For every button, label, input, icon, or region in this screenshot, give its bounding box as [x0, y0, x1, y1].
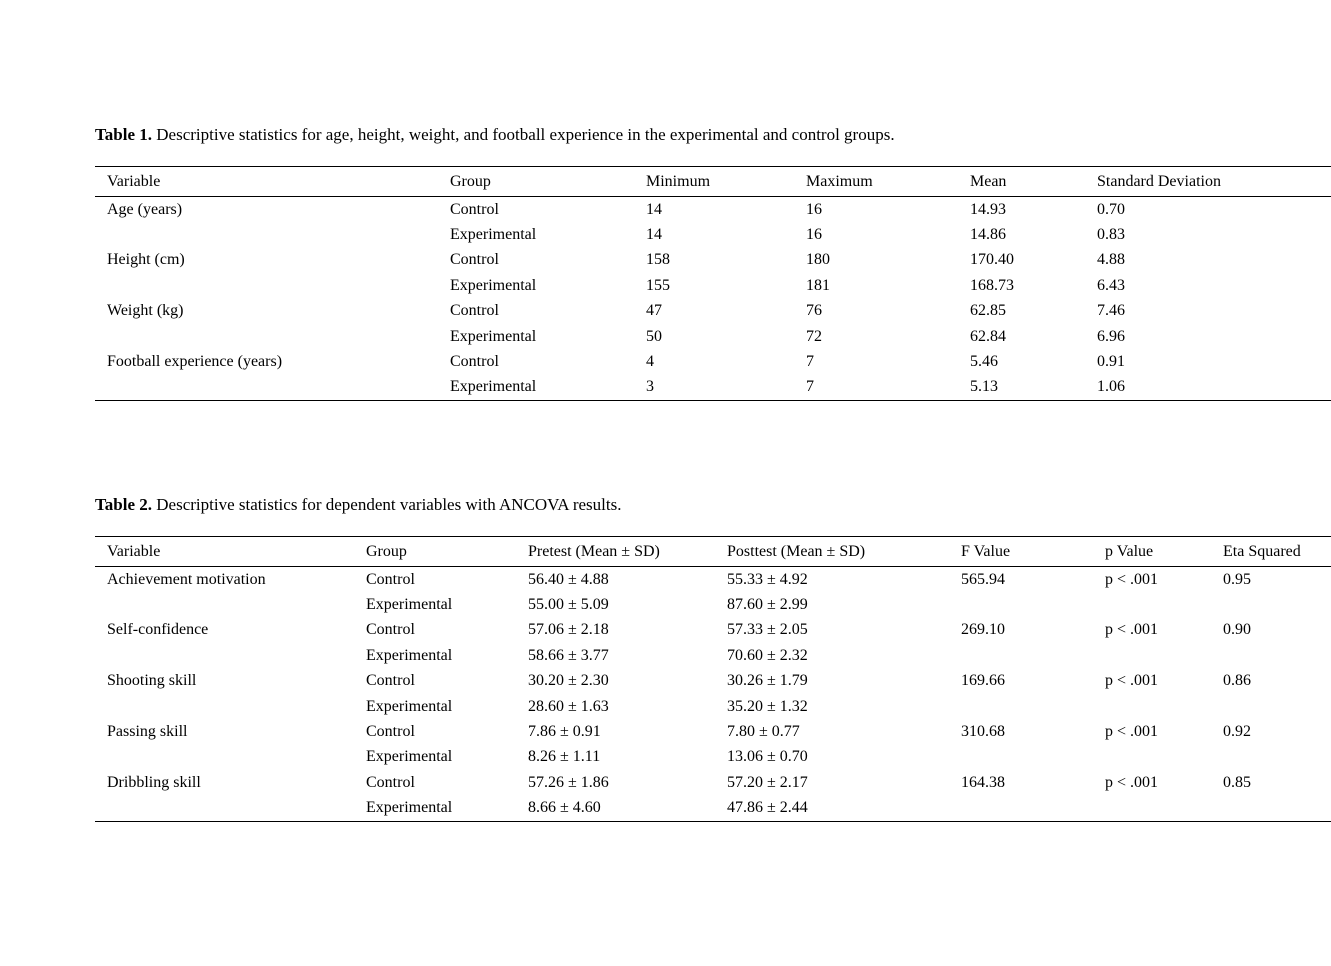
column-header: Mean — [958, 167, 1085, 197]
table-cell: p < .001 — [1105, 570, 1159, 588]
table-cell — [95, 643, 354, 668]
table-cell — [95, 592, 354, 617]
table-cell: 170.40 — [970, 251, 1014, 269]
table-cell: 14.93 — [970, 200, 1006, 218]
column-header: Variable — [95, 167, 438, 197]
column-header: F Value — [949, 537, 1093, 567]
table-cell: 310.68 — [961, 723, 1005, 741]
table-cell: 7.80 ± 0.77 — [727, 723, 800, 741]
column-header: Minimum — [634, 167, 794, 197]
table-cell — [1093, 796, 1211, 822]
table-cell — [1211, 643, 1331, 668]
table-cell: 57.20 ± 2.17 — [727, 773, 808, 791]
table-row — [95, 248, 1331, 273]
table-cell — [1093, 643, 1211, 668]
table-row — [95, 719, 1331, 744]
table-cell: Age (years) — [107, 200, 183, 218]
table-cell: 50 — [646, 327, 662, 345]
table-cell: 0.91 — [1097, 353, 1125, 371]
table-cell: 16 — [806, 200, 822, 218]
table-row — [95, 694, 1331, 719]
column-header: Variable — [95, 537, 354, 567]
table-cell: 76 — [806, 302, 822, 320]
table-cell — [1211, 592, 1331, 617]
table-cell: 1.06 — [1097, 378, 1125, 396]
table-cell: 168.73 — [970, 276, 1014, 294]
table-cell: 56.40 ± 4.88 — [528, 570, 609, 588]
table-cell: 4 — [646, 353, 654, 371]
table-cell — [95, 694, 354, 719]
table2-caption-text: Descriptive statistics for dependent variables with ANCOVA results. — [156, 495, 622, 514]
table-row — [95, 222, 1331, 247]
table-cell: 47 — [646, 302, 662, 320]
table-cell: 5.13 — [970, 378, 998, 396]
table2-body — [95, 567, 1331, 822]
table-row — [95, 618, 1331, 643]
table2-caption — [95, 494, 1236, 536]
table-cell: 3 — [646, 378, 654, 396]
table-row — [95, 324, 1331, 349]
table-cell: Shooting skill — [107, 672, 197, 690]
table-cell: Control — [366, 621, 415, 639]
table-cell: Football experience (years) — [107, 353, 283, 371]
table2-header — [95, 537, 1331, 567]
column-header: p Value — [1093, 537, 1211, 567]
table-cell: Weight (kg) — [107, 302, 184, 320]
table-row — [95, 745, 1331, 770]
table-cell: 14 — [646, 200, 662, 218]
table-cell — [949, 694, 1093, 719]
column-header: Standard Deviation — [1085, 167, 1331, 197]
table-cell — [1093, 694, 1211, 719]
table-row — [95, 592, 1331, 617]
table-cell: Experimental — [366, 596, 453, 614]
table-cell: p < .001 — [1105, 723, 1159, 741]
table-row — [95, 299, 1331, 324]
table-cell: 70.60 ± 2.32 — [727, 646, 808, 664]
table-cell: 62.85 — [970, 302, 1006, 320]
table-cell: 14 — [646, 226, 662, 244]
table-cell: 35.20 ± 1.32 — [727, 697, 808, 715]
table-cell: Control — [450, 251, 499, 269]
table-cell: 0.90 — [1223, 621, 1251, 639]
table-cell — [95, 796, 354, 822]
table-cell: 87.60 ± 2.99 — [727, 596, 808, 614]
table1-body — [95, 197, 1331, 401]
table-cell: 7.46 — [1097, 302, 1125, 320]
table-cell: 30.26 ± 1.79 — [727, 672, 808, 690]
table-cell: 0.85 — [1223, 773, 1251, 791]
table-cell: 57.26 ± 1.86 — [528, 773, 609, 791]
table-cell: 6.96 — [1097, 327, 1125, 345]
table-cell — [1093, 592, 1211, 617]
header-row — [95, 537, 1331, 567]
table-cell: 58.66 ± 3.77 — [528, 646, 609, 664]
table-cell: Dribbling skill — [107, 773, 201, 791]
table-cell: Control — [450, 200, 499, 218]
table-cell: Control — [450, 302, 499, 320]
table-cell: 565.94 — [961, 570, 1005, 588]
table-cell: p < .001 — [1105, 773, 1159, 791]
table-cell: 55.33 ± 4.92 — [727, 570, 808, 588]
table-cell — [1211, 796, 1331, 822]
table-cell: 7.86 ± 0.91 — [528, 723, 601, 741]
table-cell — [95, 375, 438, 401]
table-cell: 8.66 ± 4.60 — [528, 799, 601, 817]
table-cell: p < .001 — [1105, 672, 1159, 690]
table-cell — [1211, 745, 1331, 770]
table-cell: Control — [366, 672, 415, 690]
table-cell: Control — [366, 773, 415, 791]
table-cell — [1093, 745, 1211, 770]
table-cell: 4.88 — [1097, 251, 1125, 269]
table-cell — [95, 745, 354, 770]
table-cell: p < .001 — [1105, 621, 1159, 639]
table-cell: 7 — [806, 378, 814, 396]
table-cell: 164.38 — [961, 773, 1005, 791]
table-cell: 169.66 — [961, 672, 1005, 690]
table-row — [95, 273, 1331, 298]
table-row — [95, 349, 1331, 374]
table-cell: Experimental — [366, 646, 453, 664]
table-cell: 55.00 ± 5.09 — [528, 596, 609, 614]
column-header: Posttest (Mean ± SD) — [715, 537, 949, 567]
table-cell: Experimental — [450, 327, 537, 345]
table-cell: 28.60 ± 1.63 — [528, 697, 609, 715]
table-cell — [1211, 694, 1331, 719]
table-cell: 0.70 — [1097, 200, 1125, 218]
column-header: Group — [438, 167, 634, 197]
table-cell: 181 — [806, 276, 830, 294]
table-cell: Control — [366, 723, 415, 741]
table-cell: 30.20 ± 2.30 — [528, 672, 609, 690]
table-cell: Experimental — [366, 748, 453, 766]
header-row — [95, 167, 1331, 197]
descriptive-statistics-table — [95, 166, 1331, 401]
table-cell: 57.06 ± 2.18 — [528, 621, 609, 639]
table-cell: Achievement motivation — [107, 570, 266, 588]
table-row — [95, 770, 1331, 795]
table-cell: Experimental — [450, 276, 537, 294]
table-cell — [949, 643, 1093, 668]
table-cell: 269.10 — [961, 621, 1005, 639]
table-cell: 6.43 — [1097, 276, 1125, 294]
table-cell — [949, 796, 1093, 822]
table-cell — [95, 273, 438, 298]
table-cell: Experimental — [366, 697, 453, 715]
table-cell: 155 — [646, 276, 670, 294]
table-cell: 0.95 — [1223, 570, 1251, 588]
table-cell — [95, 324, 438, 349]
table-cell: 5.46 — [970, 353, 998, 371]
table-cell: 8.26 ± 1.11 — [528, 748, 601, 766]
table1-header — [95, 167, 1331, 197]
table-row — [95, 643, 1331, 668]
table-cell: 0.86 — [1223, 672, 1251, 690]
table1-caption-text: Descriptive statistics for age, height, weight, and football experience in the experimental and control groups. — [156, 125, 895, 144]
column-header: Pretest (Mean ± SD) — [516, 537, 715, 567]
table-row — [95, 796, 1331, 822]
table2-section — [95, 494, 1301, 822]
table-cell: 158 — [646, 251, 670, 269]
column-header: Group — [354, 537, 516, 567]
table-cell: 13.06 ± 0.70 — [727, 748, 808, 766]
table1-caption — [95, 124, 1236, 166]
table-row — [95, 567, 1331, 593]
table-cell: 14.86 — [970, 226, 1006, 244]
table-cell: Height (cm) — [107, 251, 185, 269]
table-cell: 57.33 ± 2.05 — [727, 621, 808, 639]
table-cell: 16 — [806, 226, 822, 244]
table-cell: Control — [450, 353, 499, 371]
table-cell: Experimental — [450, 378, 537, 396]
table-row — [95, 669, 1331, 694]
table-cell: 180 — [806, 251, 830, 269]
table-cell: 62.84 — [970, 327, 1006, 345]
column-header: Maximum — [794, 167, 958, 197]
column-header: Eta Squared — [1211, 537, 1331, 567]
table1-caption-label: Table 1. — [95, 125, 153, 144]
table-cell — [949, 592, 1093, 617]
table1-section — [95, 124, 1236, 401]
table-cell: 0.92 — [1223, 723, 1251, 741]
table-cell: 0.83 — [1097, 226, 1125, 244]
table-cell: 7 — [806, 353, 814, 371]
table-cell: 47.86 ± 2.44 — [727, 799, 808, 817]
table-cell: Experimental — [450, 226, 537, 244]
table-cell: Self-confidence — [107, 621, 209, 639]
table-row — [95, 197, 1331, 223]
table-cell — [95, 222, 438, 247]
table-row — [95, 375, 1331, 401]
table-cell: Control — [366, 570, 415, 588]
table-cell: 72 — [806, 327, 822, 345]
table-cell — [949, 745, 1093, 770]
table-cell: Passing skill — [107, 723, 188, 741]
table-cell: Experimental — [366, 799, 453, 817]
table2-caption-label: Table 2. — [95, 495, 153, 514]
ancova-results-table — [95, 536, 1331, 822]
